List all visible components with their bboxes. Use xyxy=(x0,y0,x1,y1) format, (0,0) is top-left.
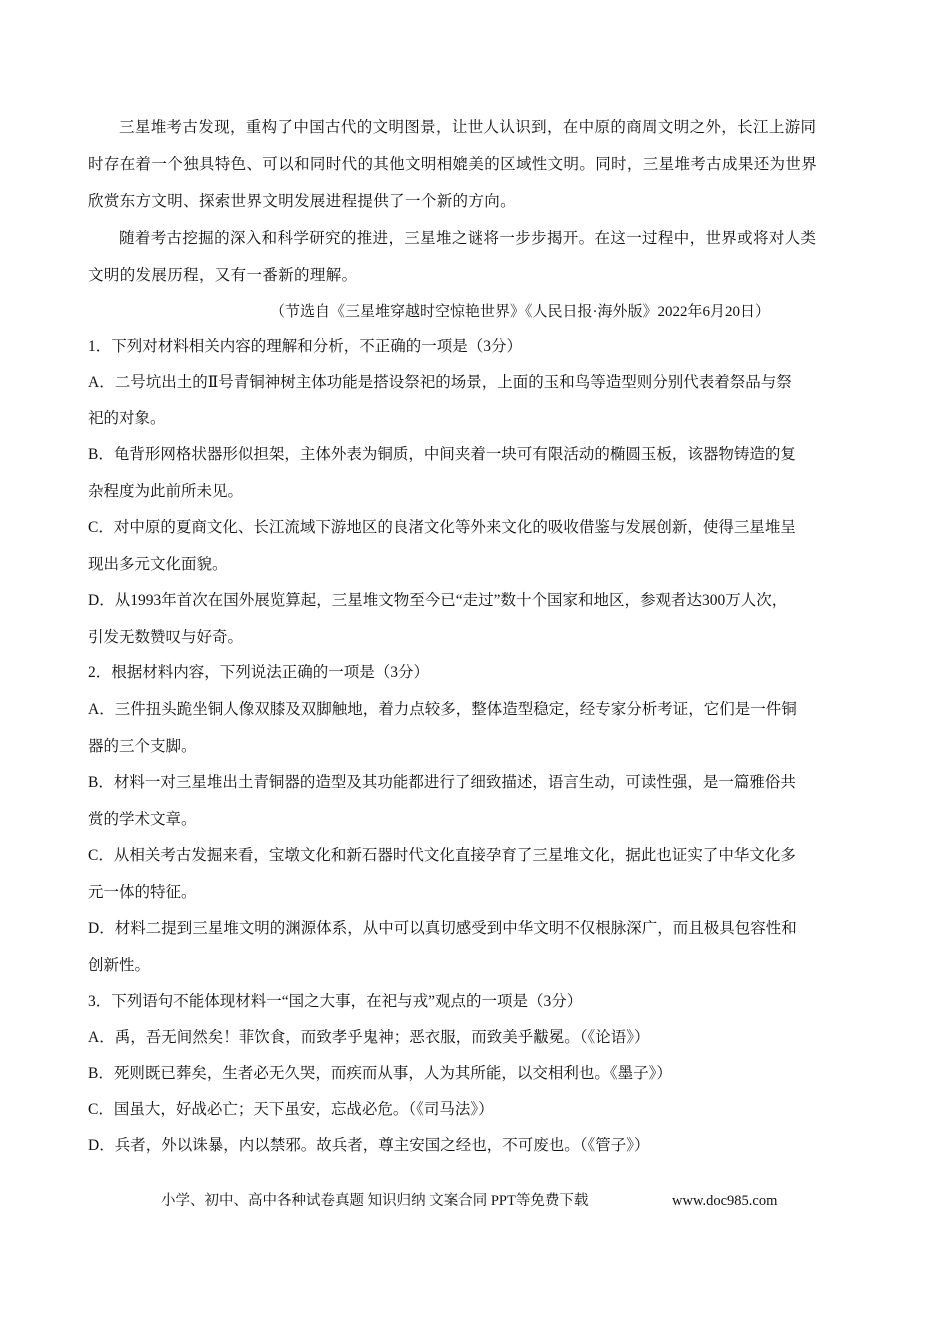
option-b-cont: 赏的学术文章。 xyxy=(88,811,197,828)
option-b: B．材料一对三星堆出土青铜器的造型及其功能都进行了细致描述，语言生动，可读性强，是一篇雅俗共 xyxy=(88,774,796,791)
passage-line: 文明的发展历程，又有一番新的理解。 xyxy=(88,266,358,284)
option-c-cont: 现出多元文化面貌。 xyxy=(88,556,228,573)
option-c: C．对中原的夏商文化、长江流域下游地区的良渚文化等外来文化的吸收借鉴与发展创新，使得三星堆呈 xyxy=(88,519,796,536)
question-stem: 3．下列语句不能体现材料一“国之大事，在祀与戎”观点的一项是（3分） xyxy=(88,993,583,1010)
option-c: C．从相关考古发掘来看，宝墩文化和新石器时代文化直接孕育了三星堆文化，据此也证实了中华文化多 xyxy=(88,847,796,864)
option-c: C．国虽大，好战必亡；天下虽安，忘战必危。（《司马法》） xyxy=(88,1101,494,1118)
passage-line: 随着考古挖掘的深入和科学研究的推进，三星堆之谜将一步步揭开。在这一过程中，世界或将对人类 xyxy=(119,229,817,247)
footer-link[interactable]: www.doc985.com xyxy=(672,1193,778,1209)
option-a: A．三件扭头跪坐铜人像双膝及双脚触地，着力点较多，整体造型稳定，经专家分析考证，它们是一件铜 xyxy=(88,701,797,718)
option-d: D．材料二提到三星堆文明的渊源体系，从中可以真切感受到中华文明不仅根脉深广，而且极具包容性和 xyxy=(88,920,797,937)
passage-line: 欣赏东方文明、探索世界文明发展进程提供了一个新的方向。 xyxy=(88,192,516,210)
option-a-cont: 器的三个支脚。 xyxy=(88,738,197,755)
option-a: A．禹，吾无间然矣！菲饮食，而致孝乎鬼神；恶衣服，而致美乎黻冕。（《论语》） xyxy=(88,1029,650,1046)
passage-line: 三星堆考古发现，重构了中国古代的文明图景，让世人认识到，在中原的商周文明之外，长江上游同 xyxy=(119,118,817,136)
passage-line: 时存在着一个独具特色、可以和同时代的其他文明相媲美的区域性文明。同时，三星堆考古成果还为世界 xyxy=(88,155,818,173)
option-b: B．龟背形网格状器形似担架，主体外表为铜质，中间夹着一块可有限活动的椭圆玉板，该器物铸造的复 xyxy=(88,446,796,463)
option-b-cont: 杂程度为此前所未见。 xyxy=(88,483,244,500)
option-d: D．兵者，外以诛暴，内以禁邪。故兵者，尊主安国之经也，不可废也。（《管子》） xyxy=(88,1137,650,1154)
question-stem: 1．下列对材料相关内容的理解和分析，不正确的一项是（3分） xyxy=(88,338,523,355)
option-a: A．二号坑出土的Ⅱ号青铜神树主体功能是搭设祭祀的场景，上面的玉和鸟等造型则分别代表着祭品与祭 xyxy=(88,374,792,391)
option-c-cont: 元一体的特征。 xyxy=(88,884,197,901)
passage-source: （节选自《三星堆穿越时空惊艳世界》《人民日报·海外版》2022年6月20日） xyxy=(270,304,770,320)
option-d-cont: 引发无数赞叹与好奇。 xyxy=(88,629,244,646)
option-d: D．从1993年首次在国外展览算起，三星堆文物至今已“走过”数十个国家和地区，参观者达300万人次， xyxy=(88,592,788,609)
option-b: B．死则既已葬矣，生者必无久哭，而疾而从事，人为其所能，以交相利也。《墨子》） xyxy=(88,1065,672,1082)
footer-text: 小学、初中、高中各种试卷真题 知识归纳 文案合同 PPT等免费下载 xyxy=(161,1193,589,1209)
question-stem: 2．根据材料内容，下列说法正确的一项是（3分） xyxy=(88,664,430,681)
option-d-cont: 创新性。 xyxy=(88,957,151,974)
option-a-cont: 祀的对象。 xyxy=(88,410,166,427)
